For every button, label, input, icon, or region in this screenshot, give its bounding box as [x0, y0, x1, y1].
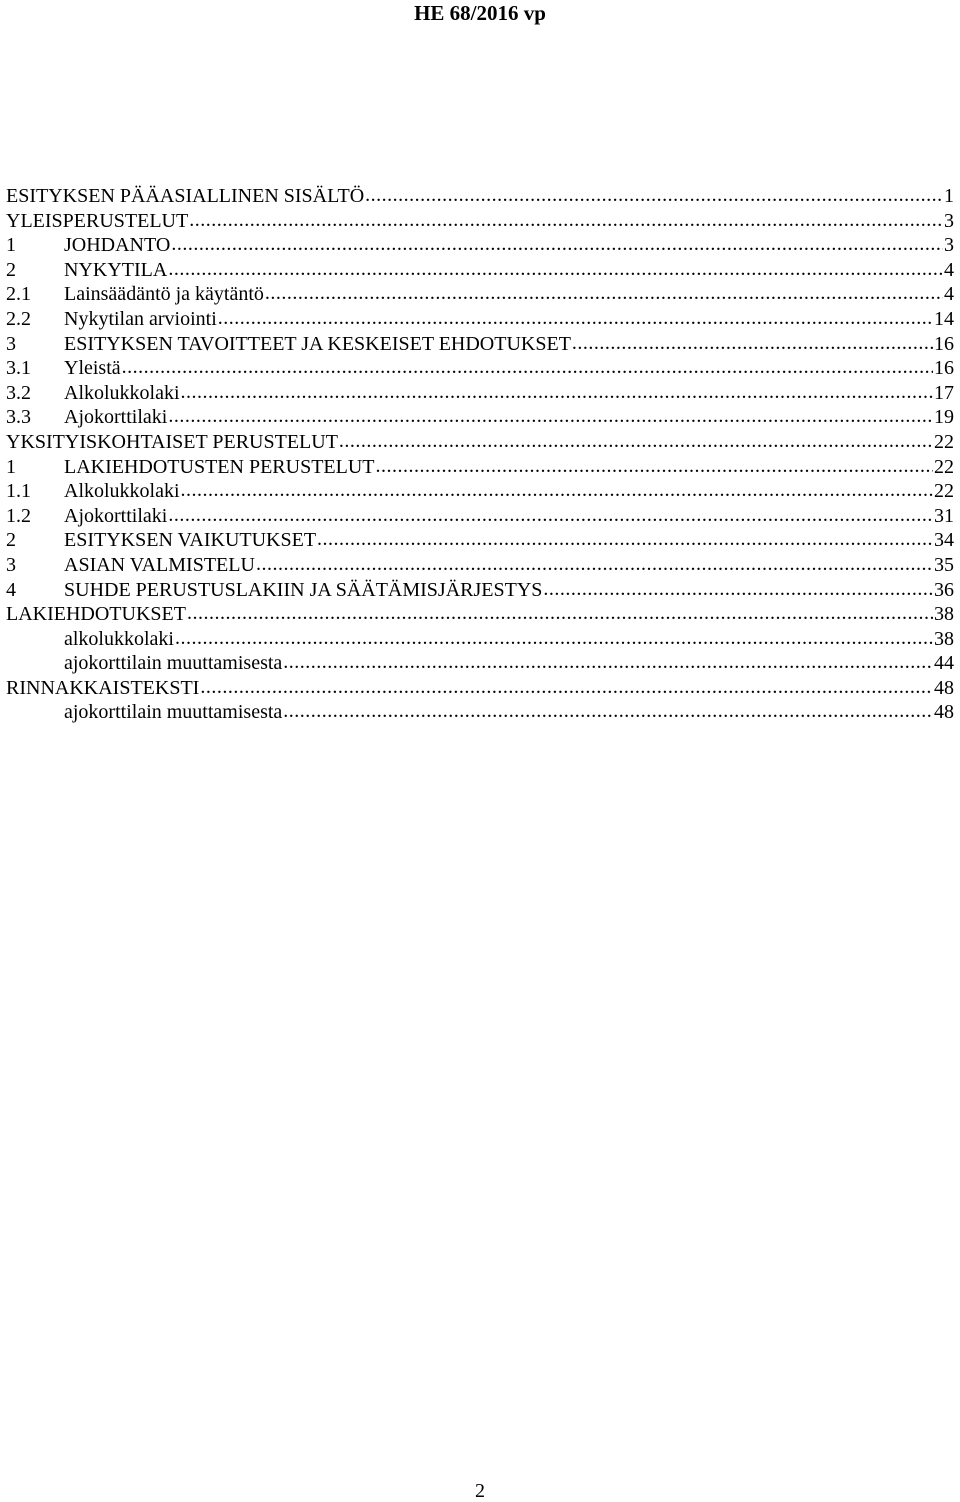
toc-entry[interactable]	[6, 602, 954, 627]
toc-dot-leader	[175, 626, 933, 651]
toc-entry[interactable]	[6, 356, 954, 381]
toc-entry-number: 1	[6, 455, 16, 478]
toc-entry-number: 4	[6, 578, 16, 601]
toc-entry[interactable]	[6, 627, 954, 652]
toc-dot-leader	[181, 478, 933, 503]
toc-entry-title: ESITYKSEN VAIKUTUKSET	[64, 529, 317, 552]
toc-entry-page: 36	[934, 578, 954, 601]
toc-dot-leader	[218, 306, 933, 331]
toc-dot-leader	[376, 454, 933, 479]
toc-dot-leader	[256, 552, 933, 577]
toc-entry[interactable]	[6, 553, 954, 578]
toc-entry[interactable]	[6, 676, 954, 701]
table-of-contents	[6, 184, 954, 725]
toc-entry-title: ASIAN VALMISTELU	[64, 553, 255, 576]
toc-entry-number: 3.1	[6, 357, 31, 380]
toc-entry-title: NYKYTILA	[64, 258, 168, 281]
toc-entry-page: 16	[934, 357, 954, 380]
toc-entry-page: 17	[934, 381, 954, 404]
toc-dot-leader	[168, 503, 933, 528]
toc-entry-title: JOHDANTO	[64, 234, 171, 257]
toc-entry-title: Ajokorttilaki	[64, 406, 168, 429]
toc-entry-title: Alkolukkolaki	[64, 480, 180, 503]
toc-entry-title: ESITYKSEN TAVOITTEET JA KESKEISET EHDOTUKSET	[64, 332, 571, 355]
page-number: 2	[475, 1480, 485, 1502]
toc-entry-number: 2	[6, 258, 16, 281]
toc-entry-page: 48	[934, 701, 954, 724]
toc-dot-leader	[200, 675, 933, 700]
toc-dot-leader	[283, 650, 933, 675]
toc-dot-leader	[265, 281, 943, 306]
toc-entry-number: 1	[6, 234, 16, 257]
toc-entry-page: 35	[934, 553, 954, 576]
toc-entry-title: ESITYKSEN PÄÄASIALLINEN SISÄLTÖ	[6, 185, 365, 207]
toc-dot-leader	[189, 208, 943, 233]
toc-entry[interactable]	[6, 209, 954, 234]
toc-entry-page: 3	[944, 234, 954, 257]
toc-entry-title: SUHDE PERUSTUSLAKIIN JA SÄÄTÄMISJÄRJESTYS	[64, 578, 543, 601]
toc-entry-page: 19	[934, 406, 954, 429]
toc-entry[interactable]	[6, 578, 954, 603]
toc-entry-page: 4	[944, 283, 954, 306]
toc-entry-title: YLEISPERUSTELUT	[6, 209, 189, 232]
toc-entry-number: 1.1	[6, 480, 31, 503]
toc-entry-page: 22	[934, 480, 954, 503]
toc-entry[interactable]	[6, 381, 954, 406]
toc-entry[interactable]	[6, 282, 954, 307]
document-id-header: HE 68/2016 vp	[414, 1, 546, 25]
toc-dot-leader	[339, 429, 933, 454]
toc-entry-title: LAKIEHDOTUSTEN PERUSTELUT	[64, 455, 375, 478]
toc-entry-title: Alkolukkolaki	[64, 381, 180, 404]
toc-entry[interactable]	[6, 651, 954, 676]
toc-entry-page: 31	[934, 504, 954, 527]
toc-entry-page: 14	[934, 307, 954, 330]
toc-dot-leader	[122, 355, 933, 380]
toc-entry-page: 22	[934, 455, 954, 478]
toc-entry[interactable]	[6, 528, 954, 553]
toc-entry[interactable]	[6, 307, 954, 332]
toc-entry[interactable]	[6, 479, 954, 504]
toc-entry-page: 38	[934, 627, 954, 650]
toc-dot-leader	[365, 183, 943, 208]
toc-entry[interactable]	[6, 258, 954, 283]
toc-entry-page: 44	[934, 652, 954, 675]
toc-dot-leader	[283, 699, 933, 724]
toc-dot-leader	[171, 232, 943, 257]
toc-dot-leader	[187, 601, 933, 626]
toc-dot-leader	[168, 257, 943, 282]
toc-entry[interactable]	[6, 405, 954, 430]
toc-dot-leader	[543, 577, 933, 602]
toc-entry-number: 2.1	[6, 283, 31, 306]
toc-entry-title: alkolukkolaki	[64, 627, 174, 650]
toc-entry[interactable]	[6, 332, 954, 357]
toc-dot-leader	[572, 331, 933, 356]
toc-entry-number: 2.2	[6, 307, 31, 330]
toc-entry-title: ajokorttilain muuttamisesta	[64, 652, 283, 675]
toc-entry-title: LAKIEHDOTUKSET	[6, 603, 186, 626]
toc-entry-number: 1.2	[6, 504, 31, 527]
toc-dot-leader	[317, 527, 933, 552]
toc-entry[interactable]	[6, 455, 954, 480]
toc-entry-page: 1	[944, 185, 954, 207]
toc-entry-number: 3.3	[6, 406, 31, 429]
toc-entry-page: 4	[944, 258, 954, 281]
toc-entry[interactable]	[6, 184, 954, 209]
toc-entry-title: YKSITYISKOHTAISET PERUSTELUT	[6, 430, 338, 453]
toc-entry[interactable]	[6, 700, 954, 725]
toc-entry-number: 3.2	[6, 381, 31, 404]
toc-dot-leader	[181, 380, 933, 405]
toc-entry-page: 16	[934, 332, 954, 355]
toc-entry[interactable]	[6, 233, 954, 258]
toc-entry-page: 48	[934, 676, 954, 699]
toc-entry-title: Yleistä	[64, 357, 121, 380]
toc-entry-title: ajokorttilain muuttamisesta	[64, 701, 283, 724]
toc-entry[interactable]	[6, 504, 954, 529]
toc-entry-title: Ajokorttilaki	[64, 504, 168, 527]
toc-entry-page: 38	[934, 603, 954, 626]
toc-entry-page: 3	[944, 209, 954, 232]
toc-entry-number: 3	[6, 553, 16, 576]
toc-entry-page: 22	[934, 430, 954, 453]
toc-entry-number: 3	[6, 332, 16, 355]
toc-entry[interactable]	[6, 430, 954, 455]
toc-entry-title: Nykytilan arviointi	[64, 307, 217, 330]
toc-entry-page: 34	[934, 529, 954, 552]
toc-dot-leader	[168, 404, 933, 429]
toc-entry-title: RINNAKKAISTEKSTI	[6, 676, 200, 699]
toc-entry-number: 2	[6, 529, 16, 552]
toc-entry-title: Lainsäädäntö ja käytäntö	[64, 283, 264, 306]
